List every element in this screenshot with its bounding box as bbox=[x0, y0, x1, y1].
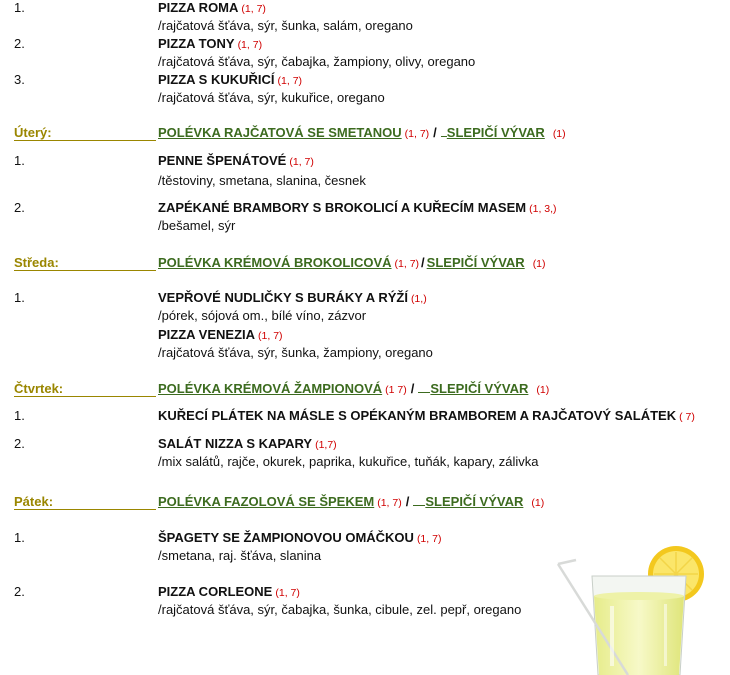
item-name: PENNE ŠPENÁTOVÉ bbox=[158, 153, 287, 168]
item-number: 1. bbox=[14, 408, 25, 423]
soup-line bbox=[158, 255, 546, 270]
day-heading-thursday: Čtvrtek: bbox=[14, 381, 64, 396]
allergen-codes: (1, 7) bbox=[394, 258, 420, 270]
allergen-codes: (1) bbox=[532, 258, 546, 270]
item-name: ZAPÉKANÉ BRAMBORY S BROKOLICÍ A KUŘECÍM MASEM bbox=[158, 200, 527, 215]
item-number: 1. bbox=[14, 530, 25, 545]
allergen-codes: (1, 7) bbox=[377, 497, 402, 509]
allergen-codes: (1, 7) bbox=[275, 587, 300, 599]
allergen-codes: (1,) bbox=[410, 293, 427, 305]
item-description: /rajčatová šťáva, sýr, čabajka, šunka, cibule, zel. pepř, oregano bbox=[158, 602, 522, 617]
menu-item bbox=[158, 200, 557, 215]
menu-item bbox=[158, 408, 695, 423]
soup-separator: / bbox=[410, 381, 415, 396]
allergen-codes: (1) bbox=[552, 128, 566, 140]
soup-name: SLEPIČÍ VÝVAR bbox=[425, 494, 524, 509]
allergen-codes: (1,7) bbox=[315, 439, 337, 451]
item-description: /rajčatová šťáva, sýr, šunka, žampiony, oregano bbox=[158, 345, 433, 360]
soup-line bbox=[158, 381, 549, 396]
menu-item bbox=[158, 72, 302, 87]
item-name: PIZZA TONY bbox=[158, 36, 235, 51]
allergen-codes: (1, 7) bbox=[237, 39, 263, 51]
allergen-codes: ( 7) bbox=[679, 411, 695, 423]
item-name: PIZZA ROMA bbox=[158, 0, 239, 15]
item-name: PIZZA S KUKUŘICÍ bbox=[158, 72, 275, 87]
menu-item bbox=[158, 436, 337, 451]
allergen-codes: (1 7) bbox=[385, 384, 407, 396]
allergen-codes: (1, 7) bbox=[289, 156, 314, 168]
item-number: 3. bbox=[14, 72, 25, 87]
menu-item bbox=[158, 530, 441, 545]
allergen-codes: (1) bbox=[536, 384, 550, 396]
item-number: 2. bbox=[14, 436, 25, 451]
allergen-codes: (1, 7) bbox=[416, 533, 442, 545]
day-underline bbox=[14, 396, 156, 397]
item-number: 1. bbox=[14, 153, 25, 168]
item-number: 2. bbox=[14, 584, 25, 599]
item-name: ŠPAGETY SE ŽAMPIONOVOU OMÁČKOU bbox=[158, 530, 414, 545]
item-description: /těstoviny, smetana, slanina, česnek bbox=[158, 173, 366, 188]
soup-separator: / bbox=[405, 494, 410, 509]
item-description: /rajčatová šťáva, sýr, čabajka, žampiony, olivy, oregano bbox=[158, 54, 476, 69]
day-underline bbox=[14, 509, 156, 510]
day-heading-wednesday: Středa: bbox=[14, 255, 59, 270]
soup-name: POLÉVKA RAJČATOVÁ SE SMETANOU bbox=[158, 125, 402, 140]
item-name: PIZZA CORLEONE bbox=[158, 584, 273, 599]
item-name: VEPŘOVÉ NUDLIČKY S BURÁKY A RÝŽÍ bbox=[158, 290, 408, 305]
item-name: KUŘECÍ PLÁTEK NA MÁSLE S OPÉKANÝM BRAMBOREM A RAJČATOVÝ SALÁTEK bbox=[158, 408, 677, 423]
item-number: 2. bbox=[14, 36, 25, 51]
soup-name: SLEPIČÍ VÝVAR bbox=[446, 125, 545, 140]
soup-separator: / bbox=[433, 125, 437, 140]
item-description: /rajčatová šťáva, sýr, kukuřice, oregano bbox=[158, 90, 385, 105]
item-description: /smetana, raj. šťáva, slanina bbox=[158, 548, 322, 563]
item-description: /pórek, sójová om., bílé víno, zázvor bbox=[158, 308, 367, 323]
lemonade-glass-icon bbox=[552, 546, 712, 675]
allergen-codes: (1, 7) bbox=[241, 3, 266, 15]
item-name: SALÁT NIZZA S KAPARY bbox=[158, 436, 313, 451]
menu-item bbox=[158, 36, 262, 51]
day-underline bbox=[14, 140, 156, 141]
day-underline bbox=[14, 270, 156, 271]
soup-name: POLÉVKA KRÉMOVÁ ŽAMPIONOVÁ bbox=[158, 381, 383, 396]
day-heading-tuesday: Úterý: bbox=[14, 125, 52, 140]
soup-name: SLEPIČÍ VÝVAR bbox=[430, 381, 529, 396]
item-number: 1. bbox=[14, 0, 25, 15]
item-number: 2. bbox=[14, 200, 25, 215]
soup-line bbox=[158, 494, 544, 509]
item-description: /bešamel, sýr bbox=[158, 218, 236, 233]
soup-separator: / bbox=[421, 255, 425, 270]
soup-name: POLÉVKA FAZOLOVÁ SE ŠPEKEM bbox=[158, 494, 375, 509]
allergen-codes: (1, 3,) bbox=[529, 203, 557, 215]
menu-item bbox=[158, 290, 427, 305]
soup-line bbox=[158, 125, 566, 140]
soup-name: POLÉVKA KRÉMOVÁ BROKOLICOVÁ bbox=[158, 255, 392, 270]
allergen-codes: (1, 7) bbox=[258, 330, 283, 342]
allergen-codes: (1, 7) bbox=[404, 128, 430, 140]
day-heading-friday: Pátek: bbox=[14, 494, 54, 509]
allergen-codes: (1, 7) bbox=[277, 75, 303, 87]
item-description: /rajčatová šťáva, sýr, šunka, salám, oregano bbox=[158, 18, 413, 33]
item-number: 1. bbox=[14, 290, 25, 305]
menu-item bbox=[158, 153, 314, 168]
item-description: /mix salátů, rajče, okurek, paprika, kukuřice, tuňák, kapary, zálivka bbox=[158, 454, 539, 469]
allergen-codes: (1) bbox=[531, 497, 545, 509]
item-name: PIZZA VENEZIA bbox=[158, 327, 256, 342]
soup-name: SLEPIČÍ VÝVAR bbox=[426, 255, 525, 270]
menu-item bbox=[158, 0, 266, 15]
menu-item bbox=[158, 327, 283, 342]
menu-item bbox=[158, 584, 300, 599]
